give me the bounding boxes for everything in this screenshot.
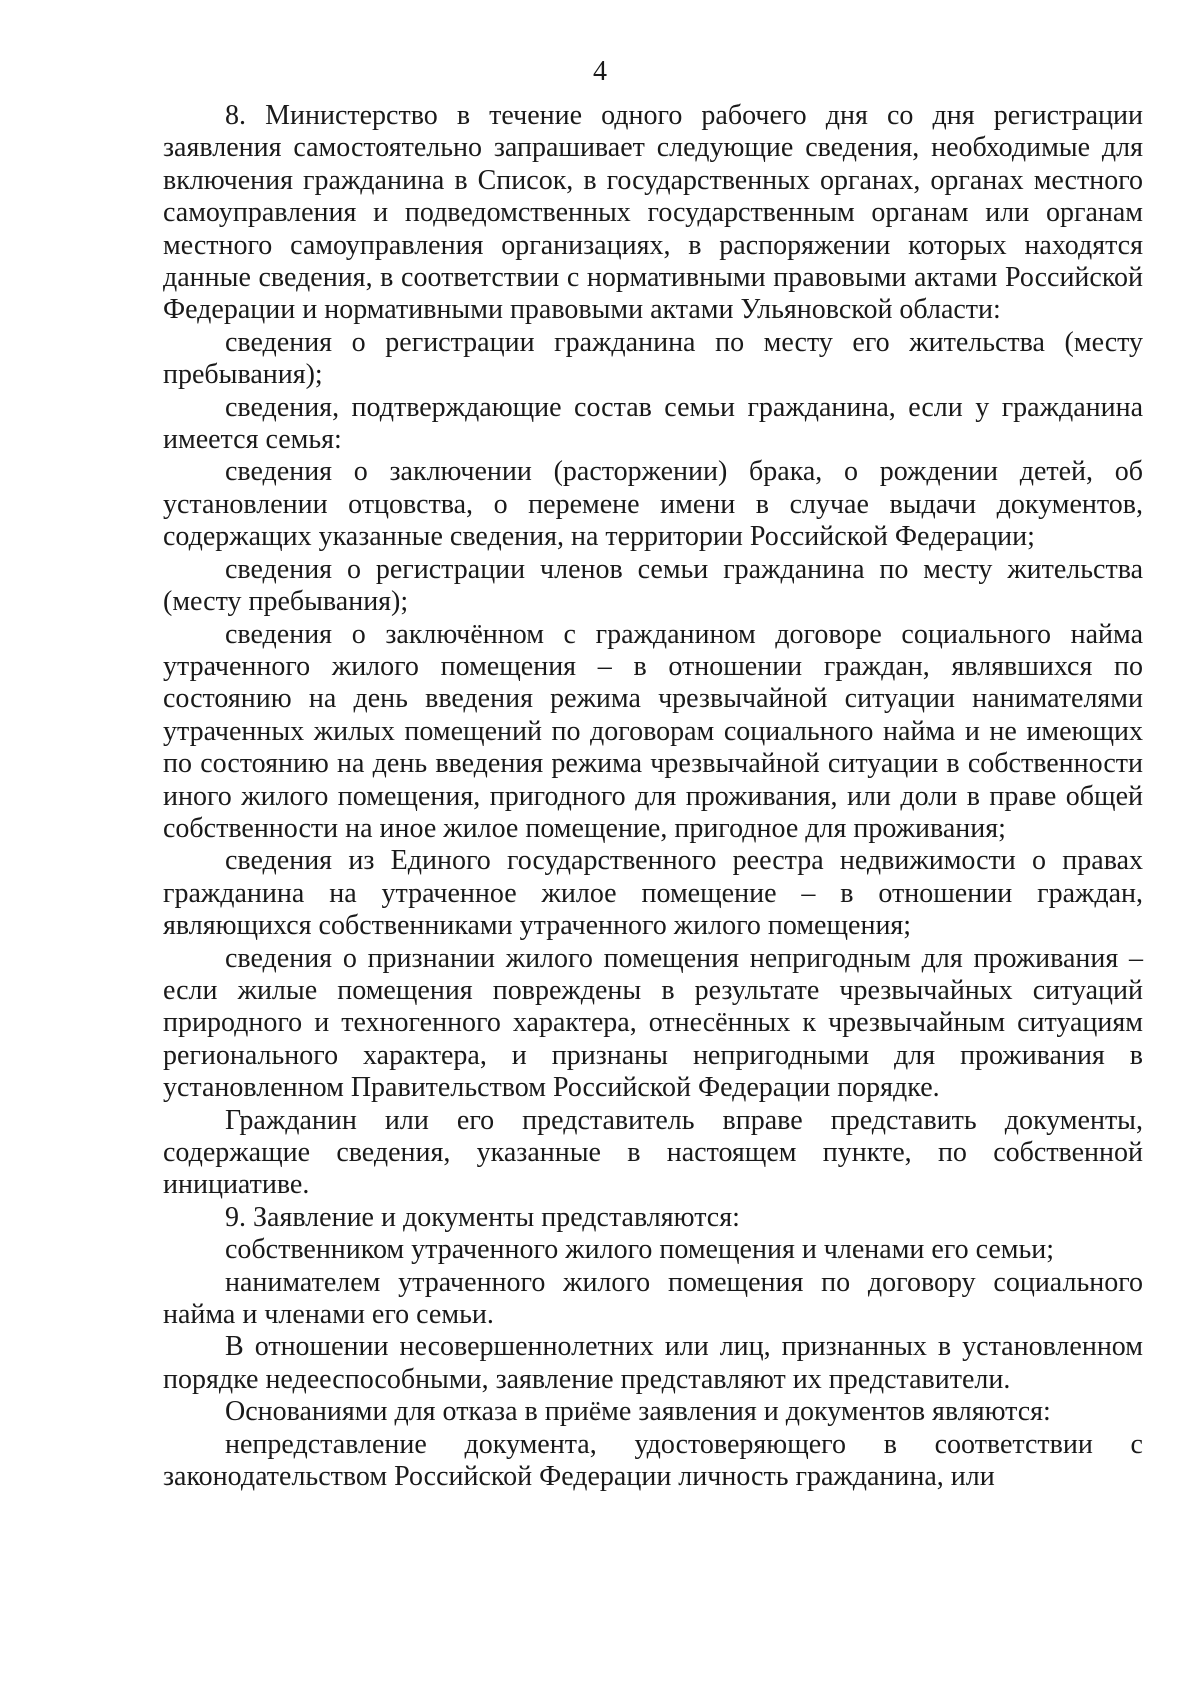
paragraph-family-composition: сведения, подтверждающие состав семьи гражданина, если у гражданина имеется семья: <box>163 391 1143 456</box>
page-number: 4 <box>593 56 607 87</box>
paragraph-owner: собственником утраченного жилого помещения и членами его семьи; <box>225 1234 1055 1266</box>
paragraph-item-9: 9. Заявление и документы представляются: <box>225 1201 740 1233</box>
paragraph-item-8: 8. Министерство в течение одного рабочего дня со дня регистрации заявления самостоятельно запрашивает следующие сведения, необходимые для включения гражданина в Список, в государственных органах, органах местного самоуправления и подведомственных государственным органам или органам местного самоуправления организациях, в распоряжении которых находятся данные сведения, в соответствии с нормативными правовыми актами Российской Федерации и нормативными правовыми актами Ульяновской области: <box>163 100 1143 326</box>
paragraph-civil-status: сведения о заключении (расторжении) брака, о рождении детей, об установлении отцовства, о перемене имени в случае выдачи документов, содержащих указанные сведения, на территории Российской Федерации; <box>163 456 1143 553</box>
paragraph-tenant: нанимателем утраченного жилого помещения по договору социального найма и членами его семьи. <box>163 1266 1143 1331</box>
paragraph-social-lease: сведения о заключённом с гражданином договоре социального найма утраченного жилого помещения – в отношении граждан, являвшихся по состоянию на день введения режима чрезвычайной ситуации нанимателями утраченных жилых помещений по договорам социального найма и не имеющих по состоянию на день введения режима чрезвычайной ситуации в собственности иного жилого помещения, пригодного для проживания, или доли в праве общей собственности на иное жилое помещение, пригодное для проживания; <box>163 618 1143 844</box>
paragraph-unfit-housing: сведения о признании жилого помещения непригодным для проживания – если жилые помещения повреждены в результате чрезвычайных ситуаций природного и техногенного характера, отнесённых к чрезвычайным ситуациям регионального характера, и признаны непригодными для проживания в установленном Правительством Российской Федерации порядке. <box>163 942 1143 1104</box>
paragraph-representatives: В отношении несовершеннолетних или лиц, признанных в установленном порядке недееспособными, заявление представляют их представители. <box>163 1331 1143 1395</box>
paragraph-identity-document: непредставление документа, удостоверяющего в соответствии с законодательством Российской Федерации личность гражданина, или <box>163 1428 1143 1493</box>
document-body <box>163 100 1143 1493</box>
paragraph-family-registration: сведения о регистрации членов семьи гражданина по месту жительства (месту пребывания); <box>163 553 1143 618</box>
paragraph-property-registry: сведения из Единого государственного реестра недвижимости о правах гражданина на утраченное жилое помещение – в отношении граждан, являющихся собственниками утраченного жилого помещения; <box>163 845 1143 942</box>
paragraph-residence-registration: сведения о регистрации гражданина по месту его жительства (месту пребывания); <box>163 326 1143 391</box>
paragraph-refusal-grounds: Основаниями для отказа в приёме заявления и документов являются: <box>225 1396 1051 1428</box>
paragraph-own-initiative: Гражданин или его представитель вправе представить документы, содержащие сведения, указанные в настоящем пункте, по собственной инициативе. <box>163 1104 1143 1201</box>
